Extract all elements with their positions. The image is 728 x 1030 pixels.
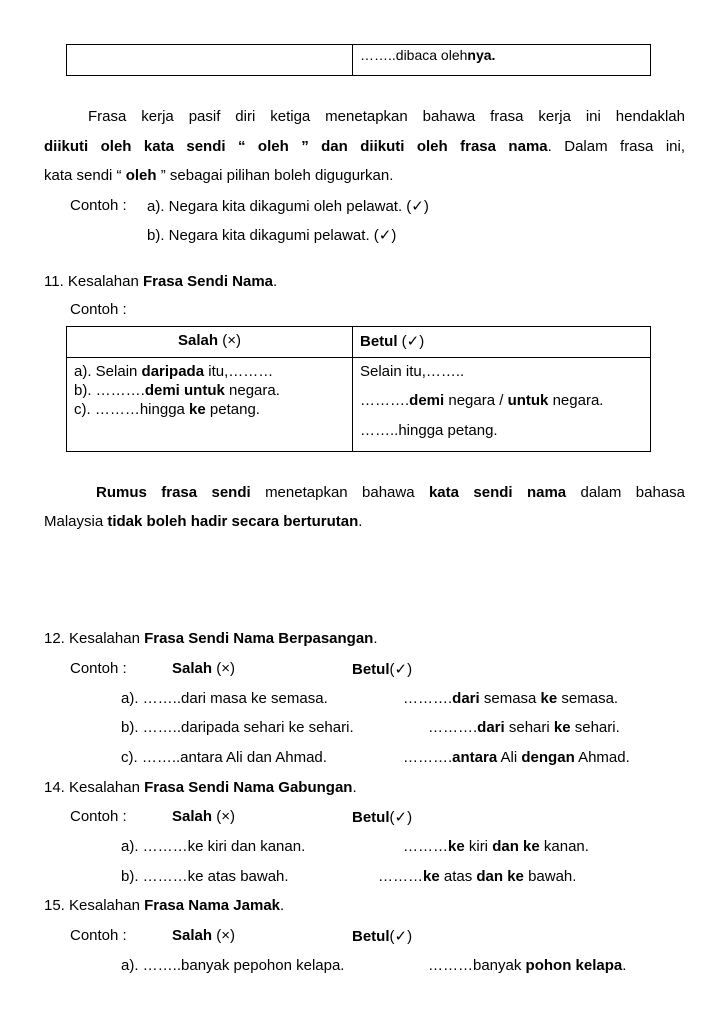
salah-row-c	[74, 400, 352, 419]
text-run: sehari.	[570, 719, 620, 736]
salah-cell	[67, 358, 353, 452]
section-11-table	[66, 326, 651, 452]
bold-text: nya.	[467, 47, 496, 63]
text-run: .	[280, 897, 285, 914]
section-14-heading	[44, 779, 357, 796]
paragraph-pasif-line-1	[88, 108, 685, 125]
text-run: a). ………ke kiri dan kanan.	[121, 838, 306, 855]
bold-text: Frasa Nama Jamak	[144, 897, 281, 914]
bold-text: Salah	[172, 927, 213, 944]
text-run: atas	[439, 868, 477, 885]
text-run: (×)	[212, 660, 235, 677]
text-run: kiri	[464, 838, 493, 855]
contoh-pasif-b: b). Negara kita dikagumi pelawat. (✓)	[147, 227, 397, 244]
betul-row-a	[360, 362, 650, 391]
text-run: 12. Kesalahan	[44, 630, 145, 647]
bold-text: dan ke	[476, 868, 524, 885]
text-run: 11. Kesalahan	[44, 273, 143, 290]
paragraph-pasif-line-3	[44, 167, 685, 184]
bold-text: antara	[452, 749, 498, 766]
paragraph-rumus-line-1	[96, 484, 685, 501]
section-15-heading	[44, 897, 284, 914]
salah-row-a	[74, 362, 352, 381]
text-run: negara.	[224, 382, 280, 399]
bold-text: Betul	[352, 928, 390, 945]
text-run: .	[358, 513, 363, 530]
text-run: ……..dibaca oleh	[360, 47, 468, 63]
text-run: (×)	[218, 332, 241, 349]
section-14-salah-b	[121, 868, 289, 885]
text-run: Ahmad.	[574, 749, 630, 766]
text-run: dalam bahasa	[566, 484, 686, 501]
section-12-betul-header	[352, 660, 412, 678]
bold-text: Salah	[172, 660, 213, 677]
text-run: ………banyak	[428, 957, 526, 974]
bold-text: untuk	[507, 392, 549, 409]
contoh-pasif-a: a). Negara kita dikagumi oleh pelawat. (✓)	[147, 198, 429, 215]
text-run: (✓)	[397, 333, 425, 350]
text-run: bawah.	[523, 868, 577, 885]
section-12-salah-a	[121, 690, 328, 707]
text-run: ……….	[403, 690, 453, 707]
section-11-heading	[44, 273, 277, 290]
bold-text: dengan	[521, 749, 575, 766]
section-14-contoh: Contoh :	[70, 808, 127, 825]
text-run: .	[273, 273, 278, 290]
bold-text: Betul	[352, 809, 390, 826]
top-table-right-cell	[353, 45, 651, 76]
bold-text: dari	[452, 690, 480, 707]
text-run: (×)	[212, 927, 235, 944]
section-15-betul-header	[352, 927, 412, 945]
bold-text: kata sendi nama	[428, 484, 567, 501]
section-15-salah-a	[121, 957, 344, 974]
bold-text: ke	[540, 690, 558, 707]
text-run: Frasa kerja pasif diri ketiga menetapkan bahawa frasa kerja ini hendaklah	[88, 108, 685, 125]
text-run: Malaysia	[44, 513, 108, 530]
bold-text: ke	[423, 868, 440, 885]
bold-text: Frasa Sendi Nama Gabungan	[144, 779, 353, 796]
betul-header	[353, 327, 651, 358]
bold-text: daripada	[141, 363, 205, 380]
betul-row-c	[360, 421, 650, 441]
bold-text: oleh	[125, 167, 157, 184]
contoh-label: Contoh :	[70, 197, 127, 214]
text-run: 15. Kesalahan	[44, 897, 145, 914]
bold-text: ke	[189, 401, 206, 418]
bold-text: dan ke	[492, 838, 540, 855]
text-run: a). ……..dari masa ke semasa.	[121, 690, 328, 707]
text-run: ……..hingga petang.	[360, 422, 498, 439]
text-run: 14. Kesalahan	[44, 779, 145, 796]
text-run: c). ………hingga	[74, 401, 190, 418]
text-run: b). ……….	[74, 382, 145, 399]
section-12-salah-header	[172, 660, 235, 677]
bold-text: Betul	[360, 333, 398, 350]
section-12-heading	[44, 630, 378, 647]
text-run: (✓)	[389, 928, 413, 945]
text-run: ………	[403, 838, 448, 855]
section-14-salah-header	[172, 808, 235, 825]
section-12-betul-a	[403, 690, 618, 707]
section-14-betul-a	[403, 838, 589, 855]
section-15-contoh: Contoh :	[70, 927, 127, 944]
text-run: sehari	[504, 719, 554, 736]
section-12-betul-b	[428, 719, 620, 736]
paragraph-pasif-line-2	[44, 138, 685, 155]
betul-row-b	[360, 391, 650, 421]
bold-text: demi untuk	[144, 382, 225, 399]
section-12-contoh: Contoh :	[70, 660, 127, 677]
text-run: kanan.	[539, 838, 589, 855]
section-11-contoh: Contoh :	[70, 301, 127, 318]
bold-text: Frasa Sendi Nama Berpasangan	[144, 630, 374, 647]
bold-text: dari	[477, 719, 505, 736]
text-run: itu,………	[204, 363, 274, 380]
text-run: ……….	[360, 392, 410, 409]
text-run: a). Selain	[74, 363, 142, 380]
salah-row-b	[74, 381, 352, 400]
section-12-betul-c	[403, 749, 630, 766]
paragraph-rumus-line-2	[44, 513, 685, 530]
bold-text: diikuti oleh kata sendi “ oleh ” dan diikuti oleh frasa nama	[44, 138, 548, 155]
text-run: ……….	[403, 749, 453, 766]
bold-text: Frasa Sendi Nama	[142, 273, 274, 290]
section-14-betul-header	[352, 808, 412, 826]
text-run: (✓)	[389, 661, 413, 678]
bold-text: demi	[409, 392, 445, 409]
text-run: negara /	[444, 392, 508, 409]
section-12-salah-c	[121, 749, 327, 766]
section-14-betul-b	[378, 868, 576, 885]
text-run: ” sebagai pilihan boleh digugurkan.	[156, 167, 394, 184]
text-run: a). ……..banyak pepohon kelapa.	[121, 957, 345, 974]
section-15-salah-header	[172, 927, 235, 944]
text-run: (×)	[212, 808, 235, 825]
betul-cell	[353, 358, 651, 452]
top-table-left-cell	[67, 45, 353, 76]
text-run: b). ……..daripada sehari ke sehari.	[121, 719, 354, 736]
bold-text: Rumus frasa sendi	[96, 484, 251, 501]
text-run: c). ……..antara Ali dan Ahmad.	[121, 749, 327, 766]
text-run: ………	[378, 868, 423, 885]
text-run: petang.	[205, 401, 260, 418]
text-run: semasa.	[557, 690, 619, 707]
bold-text: Betul	[352, 661, 390, 678]
text-run: . Dalam frasa ini,	[547, 138, 685, 155]
bold-text: Salah	[172, 808, 213, 825]
text-run: negara.	[548, 392, 604, 409]
section-14-salah-a	[121, 838, 305, 855]
bold-text: pohon kelapa	[525, 957, 623, 974]
bold-text: Salah	[178, 332, 219, 349]
text-run: (✓)	[389, 809, 413, 826]
bold-text: ke	[448, 838, 465, 855]
text-run: .	[373, 630, 378, 647]
text-run: Selain itu,……..	[360, 363, 465, 380]
text-run: ……….	[428, 719, 478, 736]
text-run: semasa	[479, 690, 541, 707]
salah-header	[67, 327, 353, 358]
top-table	[66, 44, 651, 76]
bold-text: ke	[553, 719, 571, 736]
text-run: Ali	[497, 749, 522, 766]
text-run: .	[622, 957, 627, 974]
section-15-betul-a	[428, 957, 626, 974]
bold-text: tidak boleh hadir secara berturutan	[107, 513, 359, 530]
section-12-salah-b	[121, 719, 354, 736]
text-run: .	[352, 779, 357, 796]
text-run: kata sendi “	[44, 167, 126, 184]
text-run: menetapkan bahawa	[250, 484, 429, 501]
text-run: b). ………ke atas bawah.	[121, 868, 289, 885]
